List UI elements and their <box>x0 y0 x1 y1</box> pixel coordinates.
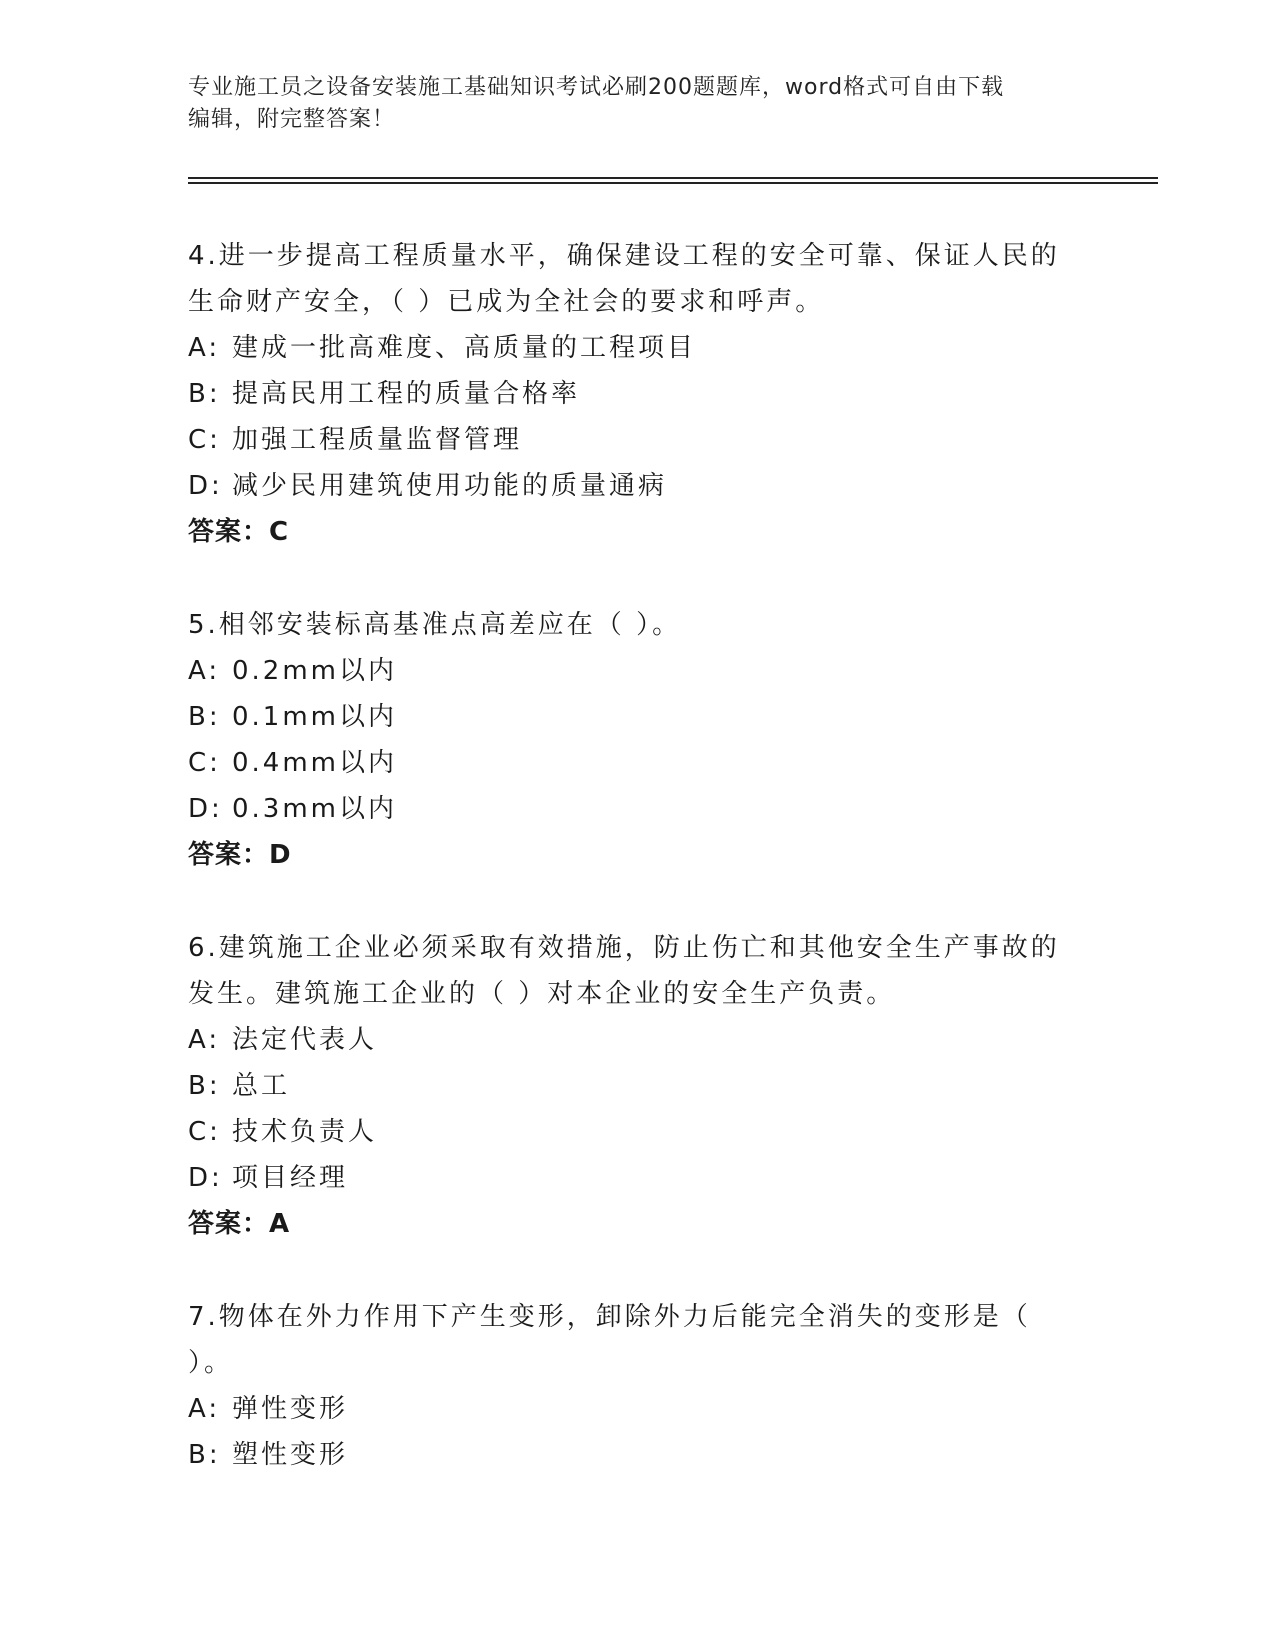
option-key: B: <box>188 1440 221 1470</box>
option-key: B: <box>188 702 221 732</box>
header-rule-bottom <box>188 182 1158 184</box>
option-text: 提高民用工程的质量合格率 <box>232 379 581 409</box>
header-rule-top <box>188 177 1158 179</box>
option-c <box>188 1109 1068 1155</box>
option-key: A: <box>188 333 221 363</box>
option-b <box>188 1432 1068 1478</box>
option-a <box>188 1386 1068 1432</box>
option-b <box>188 1063 1068 1109</box>
option-text: 0.2mm以内 <box>232 656 398 686</box>
option-text: 总工 <box>232 1071 291 1101</box>
option-text: 0.3mm以内 <box>232 794 398 824</box>
option-key: C: <box>188 748 221 778</box>
question-text: 4.进一步提高工程质量水平，确保建设工程的安全可靠、保证人民的生命财产安全，（ ）已成为全社会的要求和呼声。 <box>188 241 1060 317</box>
question-text: 5.相邻安装标高基准点高差应在（ ）。 <box>188 610 682 640</box>
option-text: 法定代表人 <box>232 1025 378 1055</box>
option-d <box>188 786 1068 832</box>
option-key: A: <box>188 1394 221 1424</box>
answer-label: 答案：A <box>188 1209 291 1239</box>
option-key: C: <box>188 425 221 455</box>
option-b <box>188 694 1068 740</box>
question-text: 6.建筑施工企业必须采取有效措施，防止伤亡和其他安全生产事故的发生。建筑施工企业的（ ）对本企业的安全生产负责。 <box>188 933 1060 1009</box>
option-text: 0.1mm以内 <box>232 702 398 732</box>
header-line-1: 专业施工员之设备安装施工基础知识考试必刷200题题库，word格式可自由下载 <box>188 75 1005 100</box>
option-key: A: <box>188 1025 221 1055</box>
document-header <box>188 72 1068 136</box>
option-text: 加强工程质量监督管理 <box>232 425 523 455</box>
option-a <box>188 648 1068 694</box>
question-4 <box>188 233 1068 555</box>
option-text: 技术负责人 <box>232 1117 378 1147</box>
option-c <box>188 740 1068 786</box>
option-text: 项目经理 <box>232 1163 349 1193</box>
option-text: 塑性变形 <box>232 1440 349 1470</box>
option-b <box>188 371 1068 417</box>
option-text: 0.4mm以内 <box>232 748 398 778</box>
option-text: 建成一批高难度、高质量的工程项目 <box>232 333 697 363</box>
option-key: B: <box>188 379 221 409</box>
question-7 <box>188 1294 1068 1478</box>
header-line-2: 编辑，附完整答案！ <box>188 107 396 132</box>
question-text: 7.物体在外力作用下产生变形，卸除外力后能完全消失的变形是（ ）。 <box>188 1302 1031 1378</box>
option-a <box>188 1017 1068 1063</box>
option-d <box>188 1155 1068 1201</box>
option-key: D: <box>188 1163 223 1193</box>
option-key: A: <box>188 656 221 686</box>
option-text: 减少民用建筑使用功能的质量通病 <box>232 471 668 501</box>
option-key: D: <box>188 794 223 824</box>
option-key: D: <box>188 471 223 501</box>
option-a <box>188 325 1068 371</box>
option-d <box>188 463 1068 509</box>
question-list <box>188 233 1068 1525</box>
answer-label: 答案：C <box>188 517 290 547</box>
option-key: C: <box>188 1117 221 1147</box>
option-c <box>188 417 1068 463</box>
question-5 <box>188 602 1068 878</box>
question-6 <box>188 925 1068 1247</box>
option-text: 弹性变形 <box>232 1394 349 1424</box>
option-key: B: <box>188 1071 221 1101</box>
answer-label: 答案：D <box>188 840 292 870</box>
